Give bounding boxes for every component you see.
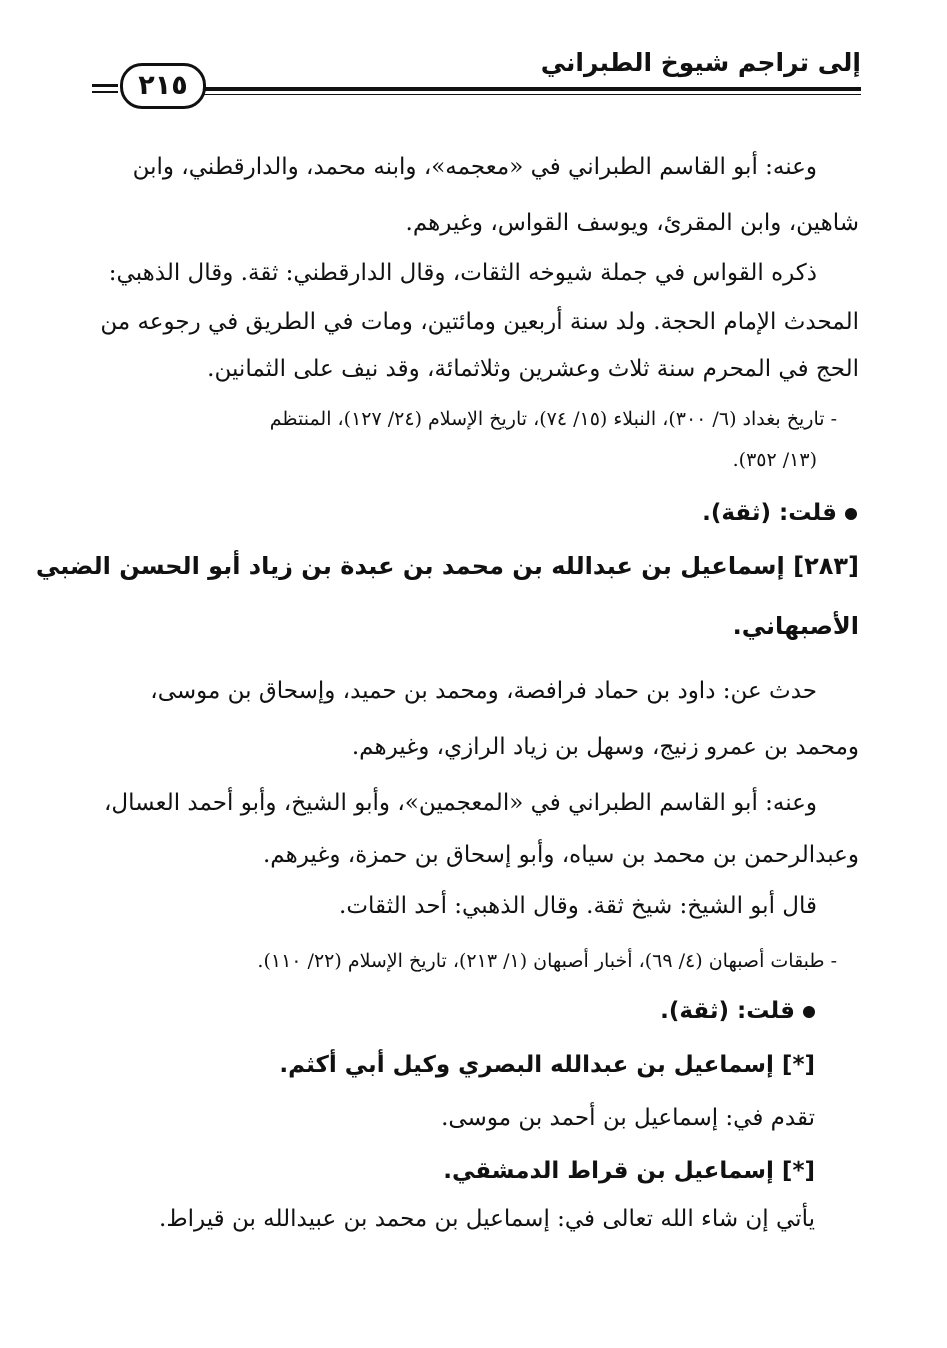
source-reference-cont: (١٣/ ٣٥٢). — [732, 449, 817, 471]
header-rule-left-bottom — [92, 91, 118, 93]
verdict-line — [702, 500, 857, 526]
text-line: ومحمد بن عمرو زنيج، وسهل بن زياد الرازي، وغيرهم. — [351, 734, 859, 760]
source-reference: - طبقات أصبهان (٤/ ٦٩)، أخبار أصبهان (١/ ٢١٣)، تاريخ الإسلام (٢٢/ ١١٠). — [257, 950, 837, 972]
verdict-line — [660, 998, 815, 1024]
bullet-icon — [845, 508, 857, 520]
text-line: ذكره القواس في جملة شيوخه الثقات، وقال الدارقطني: ثقة. وقال الذهبي: — [108, 260, 817, 286]
text-line: قال أبو الشيخ: شيخ ثقة. وقال الذهبي: أحد الثقات. — [339, 893, 817, 919]
entry-heading-cont: الأصبهاني. — [732, 612, 859, 640]
text-line: وعنه: أبو القاسم الطبراني في «معجمه»، وابنه محمد، والدارقطني، وابن — [132, 154, 817, 180]
header-rule-left-top — [92, 84, 118, 87]
running-title: إلى تراجم شيوخ الطبراني — [540, 48, 861, 77]
entry-heading: [*] إسماعيل بن قراط الدمشقي. — [443, 1158, 815, 1184]
entry-heading: [٢٨٣] إسماعيل بن عبدالله بن محمد بن عبدة بن زياد أبو الحسن الضبي — [35, 552, 859, 580]
header-rule-thick — [202, 87, 861, 91]
text-line: وعبدالرحمن بن محمد بن سياه، وأبو إسحاق بن حمزة، وغيرهم. — [262, 842, 859, 868]
header-rule-thin — [202, 94, 861, 95]
text-line: حدث عن: داود بن حماد فرافصة، ومحمد بن حميد، وإسحاق بن موسى، — [150, 678, 817, 704]
text-line: يأتي إن شاء الله تعالى في: إسماعيل بن محمد بن عبيدالله بن قيراط. — [159, 1206, 815, 1232]
text-line: وعنه: أبو القاسم الطبراني في «المعجمين»، وأبو الشيخ، وأبو أحمد العسال، — [103, 790, 817, 816]
text-line: المحدث الإمام الحجة. ولد سنة أربعين ومائتين، ومات في الطريق في رجوعه من — [100, 309, 859, 335]
page-number: ٢١٥ — [120, 63, 206, 109]
verdict-text: قلت: (ثقة). — [660, 998, 795, 1024]
entry-heading: [*] إسماعيل بن عبدالله البصري وكيل أبي أكثم. — [279, 1052, 815, 1078]
bullet-icon — [803, 1006, 815, 1018]
text-line: شاهين، وابن المقرئ، ويوسف القواس، وغيرهم. — [405, 210, 859, 236]
source-reference: - تاريخ بغداد (٦/ ٣٠٠)، النبلاء (١٥/ ٧٤)، تاريخ الإسلام (٢٤/ ١٢٧)، المنتظم — [269, 408, 837, 430]
verdict-text: قلت: (ثقة). — [702, 500, 837, 526]
text-line: تقدم في: إسماعيل بن أحمد بن موسى. — [441, 1105, 815, 1131]
text-line: الحج في المحرم سنة ثلاث وعشرين وثلاثمائة، وقد نيف على الثمانين. — [207, 356, 859, 382]
